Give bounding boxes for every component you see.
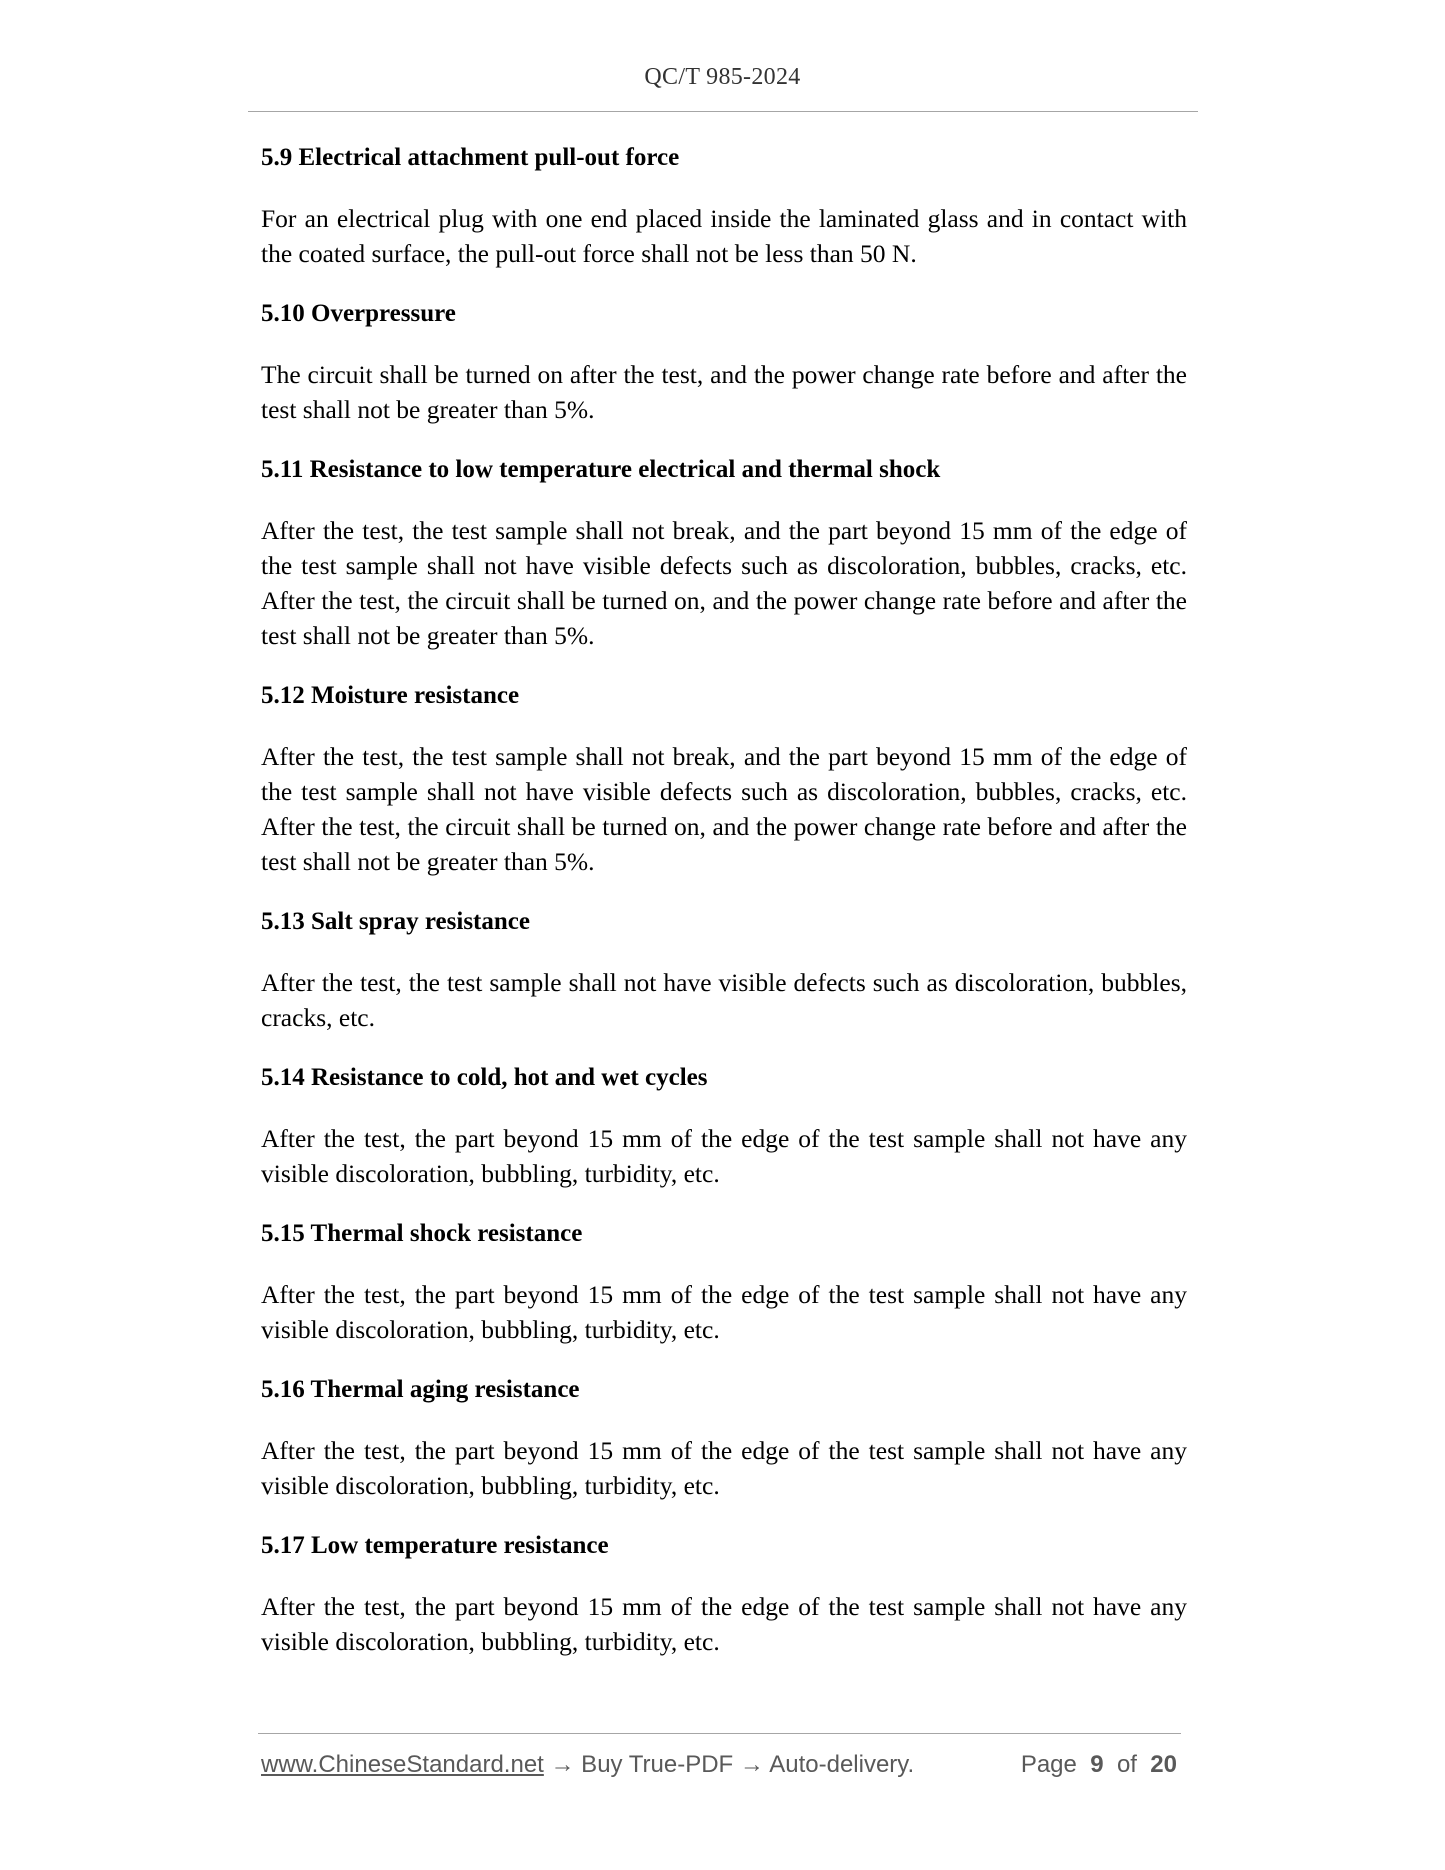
section-heading: 5.14 Resistance to cold, hot and wet cycles (261, 1064, 708, 1091)
section-body: After the test, the test sample shall not break, and the part beyond 15 mm of the edge of the test sample shall not have visible defects such as discoloration, bubbles, cracks, etc. After the test, the circuit shall be turned on, and the power change rate before and after the test shall not be greater than 5%. (261, 742, 1187, 876)
footer-promo (261, 1751, 914, 1778)
section-5-13 (261, 905, 1187, 1035)
section-5-11 (261, 453, 1187, 653)
section-body: After the test, the part beyond 15 mm of the edge of the test sample shall not have any visible discoloration, bubbling, turbidity, etc. (261, 1124, 1187, 1188)
section-5-16 (261, 1373, 1187, 1503)
footer-divider (258, 1733, 1181, 1734)
section-5-10 (261, 297, 1187, 427)
section-body: After the test, the part beyond 15 mm of the edge of the test sample shall not have any visible discoloration, bubbling, turbidity, etc. (261, 1436, 1187, 1500)
section-5-17 (261, 1529, 1187, 1659)
section-body: After the test, the test sample shall not break, and the part beyond 15 mm of the edge of the test sample shall not have visible defects such as discoloration, bubbles, cracks, etc. After the test, the circuit shall be turned on, and the power change rate before and after the test shall not be greater than 5%. (261, 516, 1187, 650)
section-heading: 5.12 Moisture resistance (261, 682, 520, 709)
document-code: QC/T 985-2024 (644, 64, 801, 90)
page-current: 9 (1090, 1751, 1104, 1778)
section-heading: 5.11 Resistance to low temperature electrical and thermal shock (261, 456, 941, 483)
section-body: After the test, the test sample shall not have visible defects such as discoloration, bubbles, cracks, etc. (261, 968, 1187, 1032)
header-divider (248, 111, 1198, 112)
page-total: 20 (1150, 1751, 1177, 1778)
section-heading: 5.17 Low temperature resistance (261, 1532, 609, 1559)
footer-promo-text: → Buy True-PDF → Auto-delivery. (543, 1751, 915, 1778)
page-of-label: of (1116, 1751, 1137, 1778)
section-5-15 (261, 1217, 1187, 1347)
document-body (261, 141, 1187, 1685)
section-heading: 5.16 Thermal aging resistance (261, 1376, 580, 1403)
section-body: The circuit shall be turned on after the test, and the power change rate before and after the test shall not be greater than 5%. (261, 360, 1187, 424)
section-heading: 5.9 Electrical attachment pull-out force (261, 144, 680, 171)
section-5-12 (261, 679, 1187, 879)
section-body: After the test, the part beyond 15 mm of the edge of the test sample shall not have any visible discoloration, bubbling, turbidity, etc. (261, 1592, 1187, 1656)
section-body: For an electrical plug with one end placed inside the laminated glass and in contact with the coated surface, the pull-out force shall not be less than 50 N. (261, 204, 1187, 268)
website-link[interactable]: www.ChineseStandard.net (261, 1751, 544, 1778)
section-heading: 5.13 Salt spray resistance (261, 908, 530, 935)
page-footer (261, 1751, 1181, 1779)
section-body: After the test, the part beyond 15 mm of the edge of the test sample shall not have any visible discoloration, bubbling, turbidity, etc. (261, 1280, 1187, 1344)
section-heading: 5.10 Overpressure (261, 300, 456, 327)
page-number (1021, 1751, 1177, 1779)
page-label: Page (1020, 1751, 1077, 1778)
section-heading: 5.15 Thermal shock resistance (261, 1220, 583, 1247)
section-5-14 (261, 1061, 1187, 1191)
section-5-9 (261, 141, 1187, 271)
